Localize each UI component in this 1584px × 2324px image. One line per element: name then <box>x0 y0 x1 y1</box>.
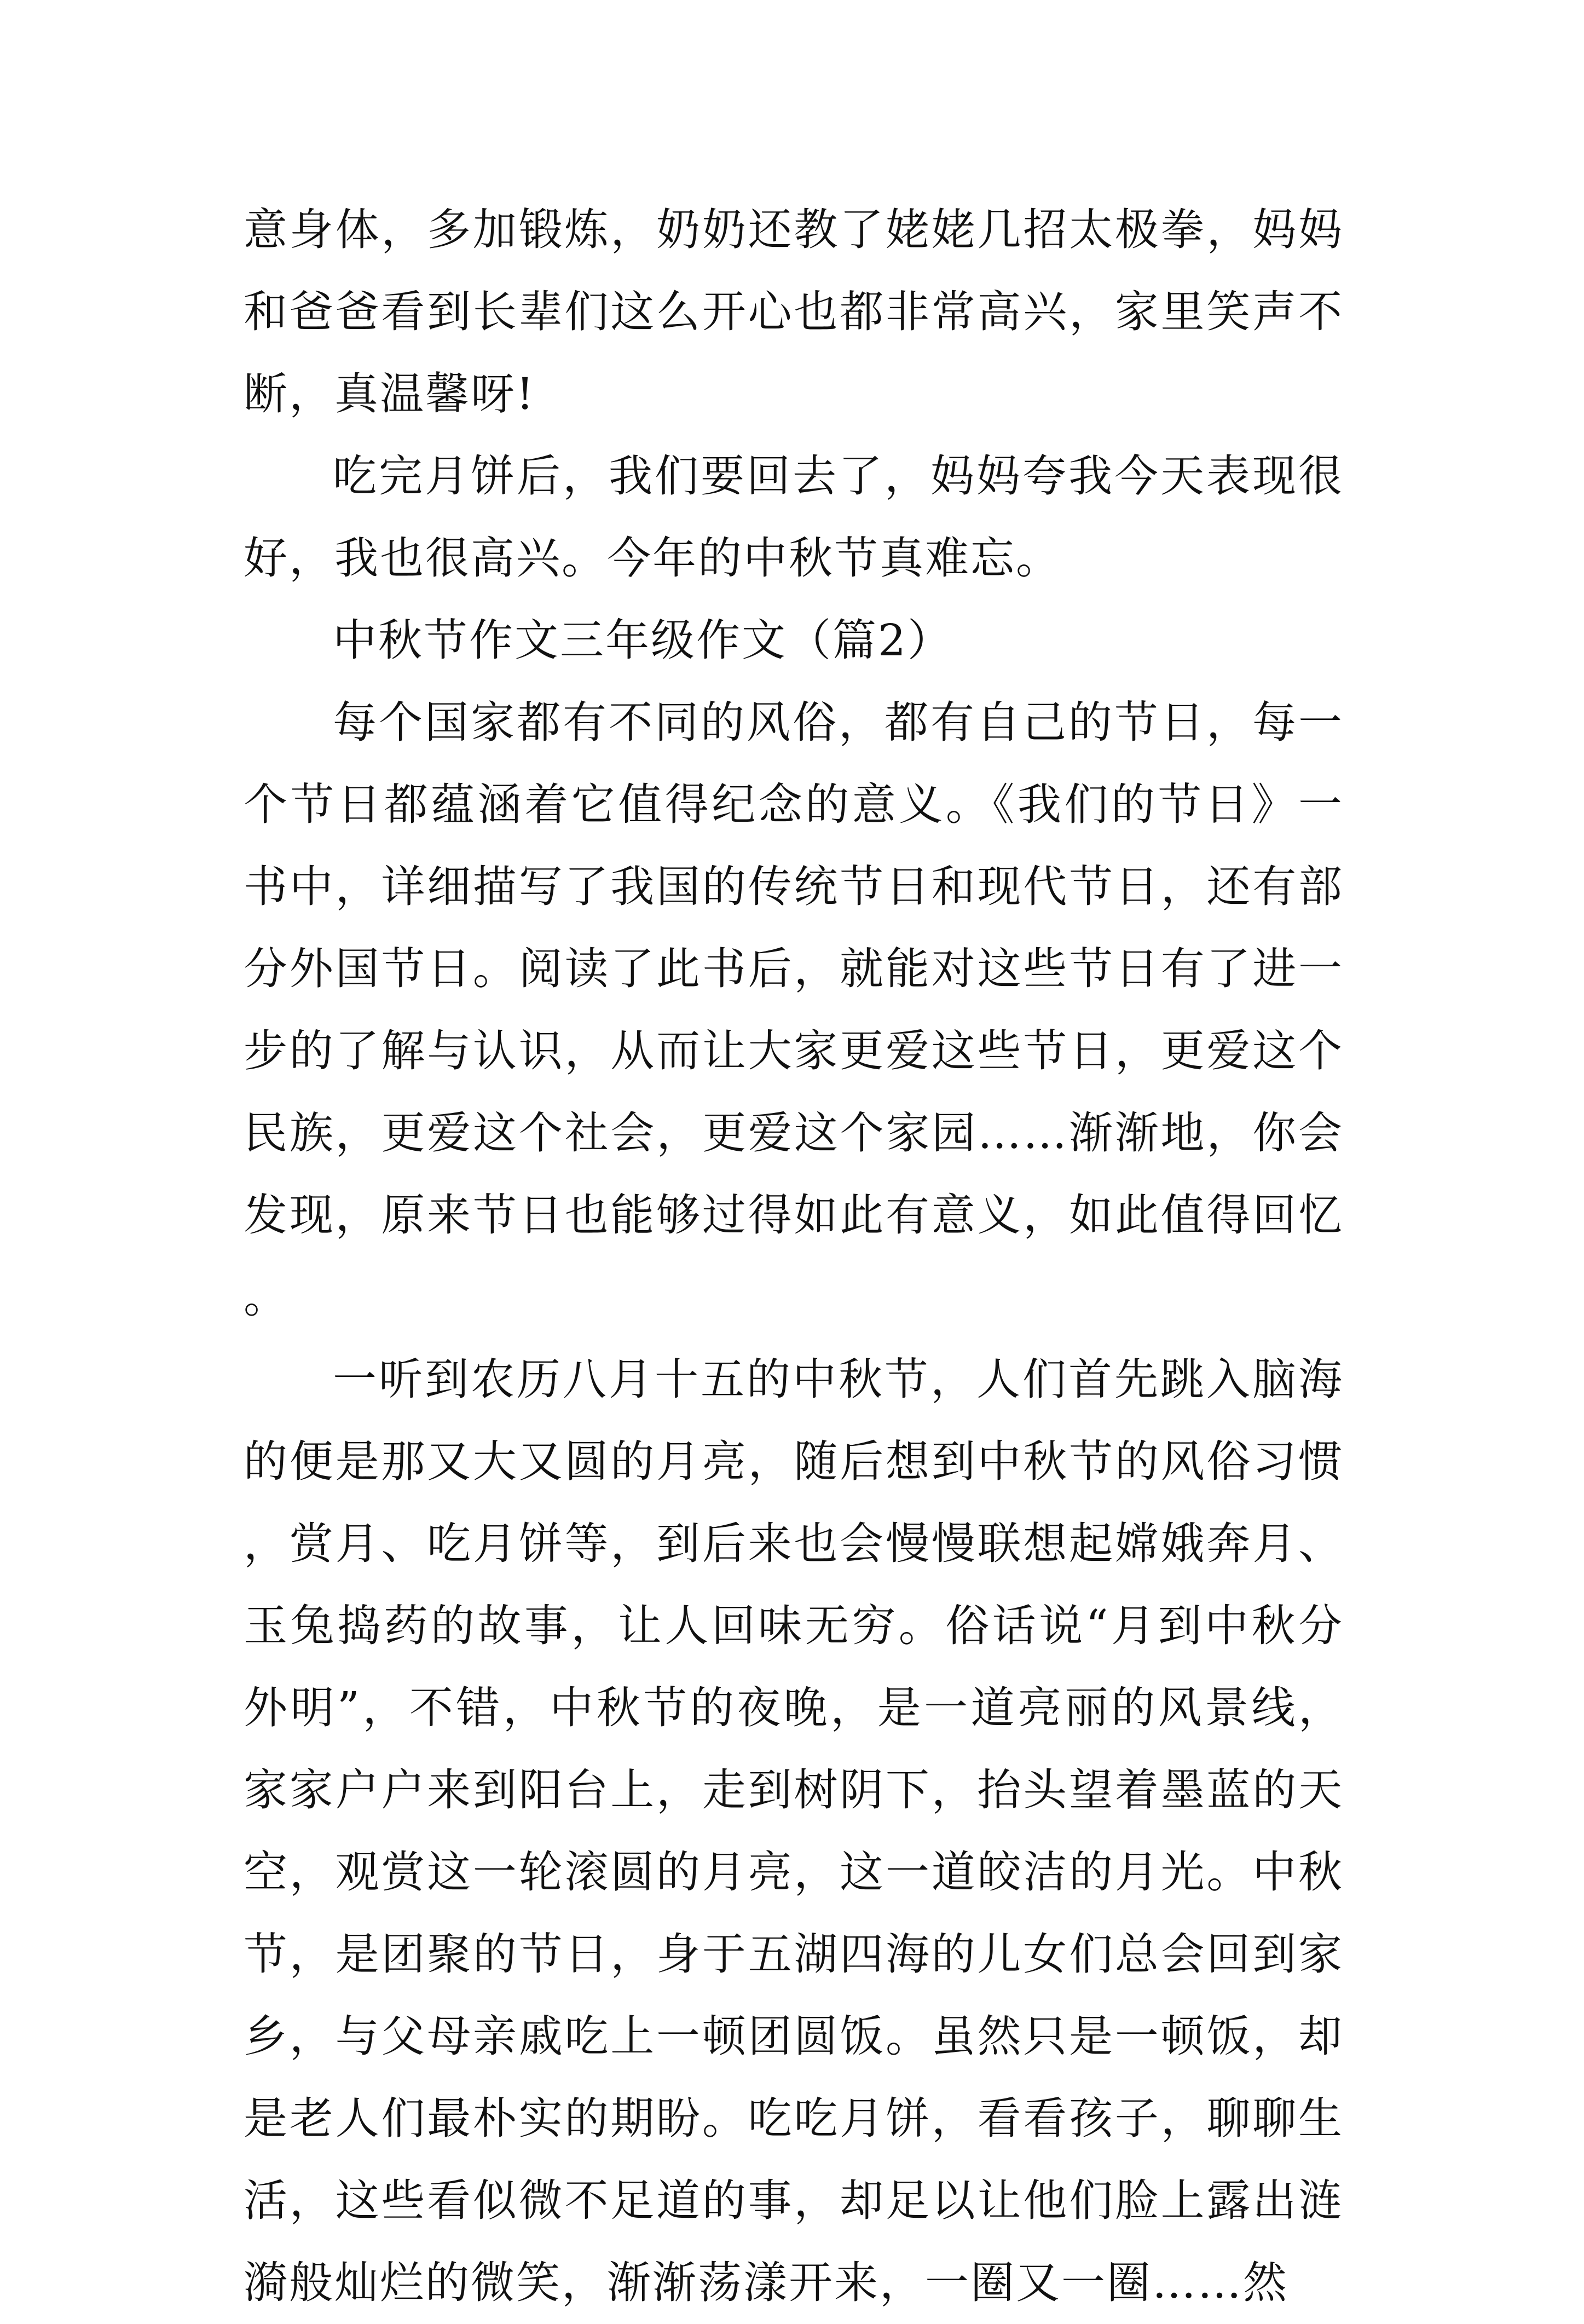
paragraph-mid-autumn: 一听到农历八月十五的中秋节，人们首先跳入脑海的便是那又大又圆的月亮，随后想到中秋节的风俗习惯，赏月、吃月饼等，到后来也会慢慢联想起嫦娥奔月、玉兔捣药的故事，让人回味无穷。俗话说“月到中秋分外明”，不错，中秋节的夜晚，是一道亮丽的风景线，家家户户来到阳台上，走到树阴下，抬头望着墨蓝的天空，观赏这一轮滚圆的月亮，这一道皎洁的月光。中秋节，是团聚的节日，身于五湖四海的儿女们总会回到家乡，与父母亲戚吃上一顿团圆饭。虽然只是一顿饭，却是老人们最朴实的期盼。吃吃月饼，看看孩子，聊聊生活，这些看似微不足道的事，却足以让他们脸上露出涟漪般灿烂的微笑，渐渐荡漾开来，一圈又一圈……然 <box>244 1354 1344 2308</box>
paragraph-continuation: 意身体，多加锻炼，奶奶还教了姥姥几招太极拳，妈妈和爸爸看到长辈们这么开心也都非常高兴，家里笑声不断，真温馨呀! <box>244 204 1344 419</box>
essay-heading: 中秋节作文三年级作文（篇2） <box>333 615 953 666</box>
paragraph-after-mooncakes: 吃完月饼后，我们要回去了，妈妈夸我今天表现很好，我也很高兴。今年的中秋节真难忘。 <box>244 451 1344 584</box>
paragraph-festival-customs: 每个国家都有不同的风俗，都有自己的节日，每一个节日都蕴涵着它值得纪念的意义。《我们的节日》一书中，详细描写了我国的传统节日和现代节日，还有部分外国节日。阅读了此书后，就能对这些节日有了进一步的了解与认识，从而让大家更爱这些节日，更爱这个民族，更爱这个社会，更爱这个家园……渐渐地，你会发现，原来节日也能够过得如此有意义，如此值得回忆。 <box>244 697 1344 1323</box>
document-body <box>244 189 1344 2324</box>
